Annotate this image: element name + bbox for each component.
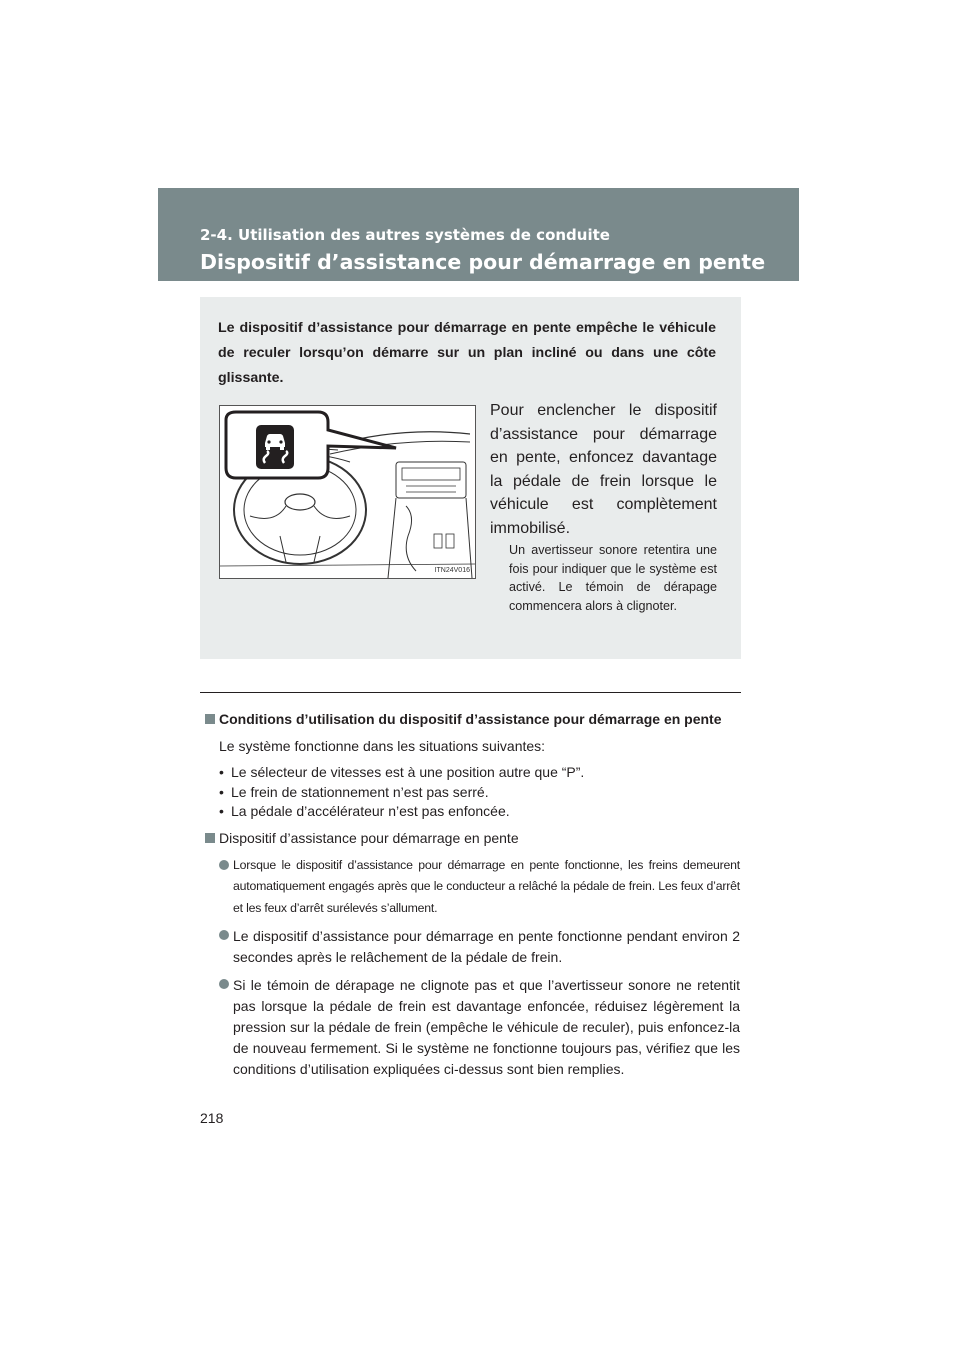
intro-lead: Le dispositif d’assistance pour démarrage en pente empêche le véhicule de reculer lorsqu’on démarre sur un plan incliné ou dans une côte glissante. bbox=[218, 320, 716, 386]
chapter-header bbox=[158, 188, 799, 281]
dashboard-illustration bbox=[219, 405, 476, 579]
intro-box bbox=[200, 297, 741, 659]
list-item: • Le frein de stationnement n’est pas serré. bbox=[219, 783, 740, 803]
page-title: Dispositif d’assistance pour démarrage en pente bbox=[200, 250, 766, 274]
instruction-text: Pour enclencher le dispositif d’assistance pour démarrage en pente, enfoncez davantage la pédale de frein lorsque le véhicule est complètement immobilisé. bbox=[490, 402, 717, 537]
list-item: Si le témoin de dérapage ne clignote pas et que l’avertisseur sonore ne retentit pas lorsque la pédale de frein est davantage enfoncée, réduisez légèrement la pression sur la pédale de frein (empêche le véhicule de reculer), puis enfoncez-la de nouveau fermement. Si le système ne fonctionne toujours pas, vérifiez que les conditions d’utilisation expliquées ci-dessus sont bien remplies. bbox=[204, 975, 740, 1080]
list-item: • La pédale d’accélérateur n’est pas enfoncée. bbox=[219, 802, 740, 822]
body-content bbox=[204, 709, 740, 1087]
conditions-list bbox=[204, 763, 740, 822]
bullet-dot-icon bbox=[219, 979, 229, 989]
illustration-caption: ITN24V016 bbox=[434, 567, 470, 574]
page-number: 218 bbox=[200, 1110, 224, 1126]
section-divider bbox=[200, 692, 741, 693]
conditions-heading: Conditions d’utilisation du dispositif d’assistance pour démarrage en pente bbox=[204, 709, 740, 730]
instruction-note: Un avertisseur sonore retentira une fois pour indiquer que le système est activé. Le témoin de dérapage commencera alors à clignoter. bbox=[509, 543, 717, 613]
skid-indicator-icon bbox=[256, 425, 294, 469]
list-item: Le dispositif d’assistance pour démarrage en pente fonctionne pendant environ 2 secondes après le relâchement de la pédale de frein. bbox=[204, 926, 740, 968]
list-item: Lorsque le dispositif d’assistance pour démarrage en pente fonctionne, les freins demeurent automatiquement engagés après que le conducteur a relâché la pédale de frein. Les feux d’arrêt et les feux d’arrêt surélevés s’allument. bbox=[204, 855, 740, 920]
bullet-dot-icon bbox=[219, 930, 229, 940]
bullet-dot-icon bbox=[219, 860, 229, 870]
function-heading: Dispositif d’assistance pour démarrage en pente bbox=[204, 828, 740, 849]
list-item: • Le sélecteur de vitesses est à une position autre que “P”. bbox=[219, 763, 740, 783]
conditions-intro: Le système fonctionne dans les situations suivantes: bbox=[219, 738, 546, 754]
section-label: 2-4. Utilisation des autres systèmes de conduite bbox=[200, 226, 610, 244]
